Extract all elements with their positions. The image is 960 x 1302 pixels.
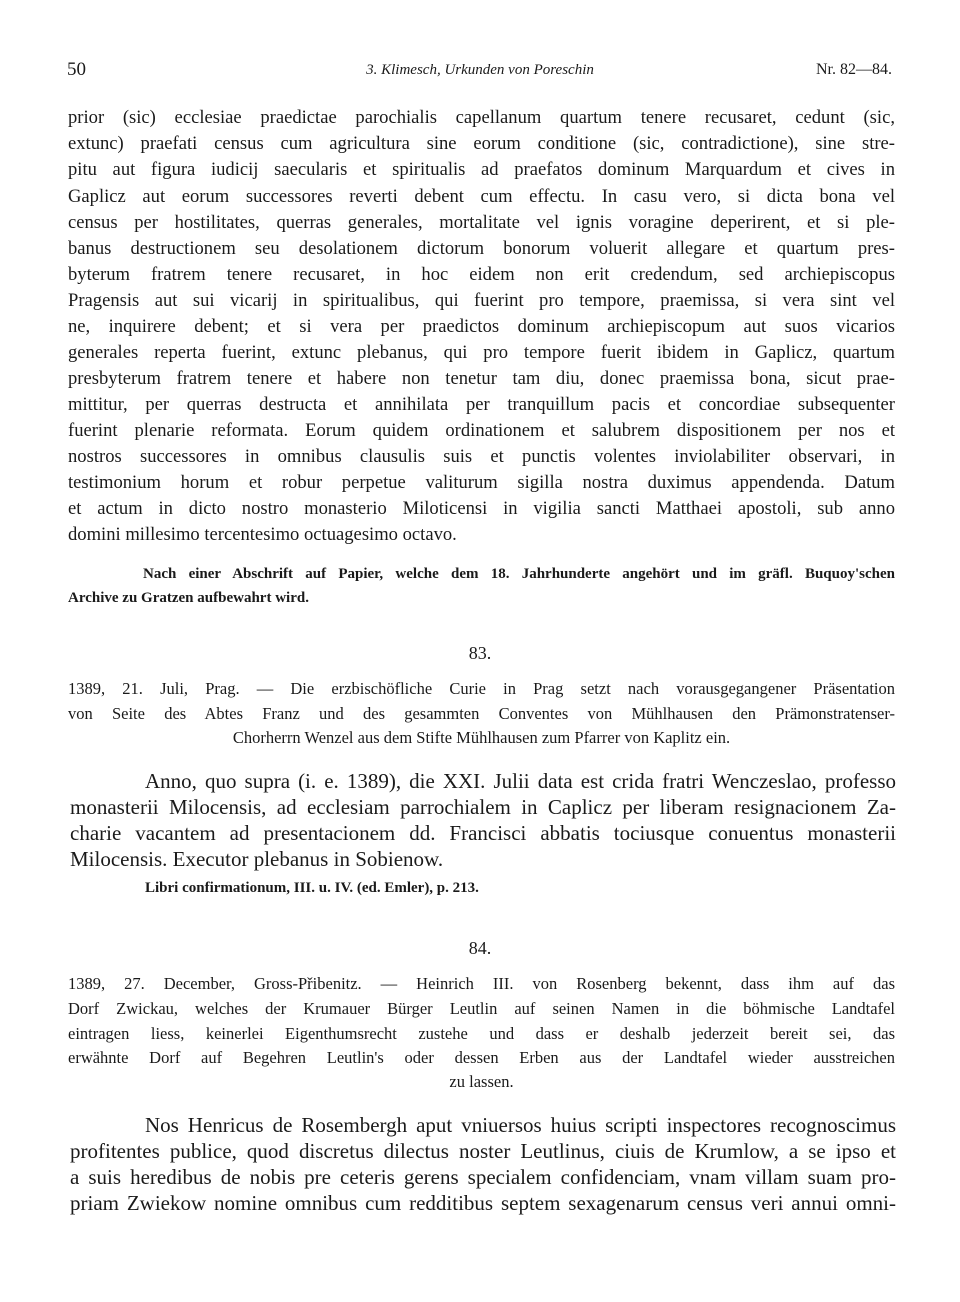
text-line: banus destructionem seu desolationem dictorum bonorum voluerit allegare et quartum pres-	[68, 238, 895, 259]
text-line: a suis heredibus de nobis pre ceteris gerens specialem confidenciam, vnam villam suam pro-	[70, 1165, 896, 1189]
regest-line: 1389, 27. December, Gross-Přibenitz. — Heinrich III. von Rosenberg bekennt, dass ihm auf das	[68, 974, 895, 993]
text-line: census per hostilitates, querras generales, mortalitate vel ignis voragine deperirent, et si ple-	[68, 212, 895, 233]
text-line: ne, inquirere debent; et si vera per praedictos dominum archiepiscopum aut suos vicarios	[68, 316, 895, 337]
text-line: profitentes publice, quod discretus dilectus noster Leutlinus, ciuis de Krumlow, a se ipso et	[70, 1139, 896, 1163]
text-line: monasterii Milocensis, ad ecclesiam parrochialem in Caplicz per liberam resignacionem Za-	[70, 795, 896, 819]
text-line: byterum fratrem tenere recusaret, in hoc eidem non erit credendum, sed archiepiscopus	[68, 264, 895, 285]
text-line: Gaplicz aut eorum successores reverti debent cum effectu. In casu vero, si dicta bona vel	[68, 186, 895, 207]
document-range: Nr. 82—84.	[816, 61, 892, 78]
text-line: prior (sic) ecclesiae praedictae parochialis capellanum quartum tenere recusaret, cedunt (sic,	[68, 107, 895, 128]
text-line: mittitur, per querras destructa et annihilata per tranquillum pacis et concordiae subsequenter	[68, 394, 895, 415]
document-number: 83.	[468, 643, 492, 663]
regest-line: Dorf Zwickau, welches der Krumauer Bürger Leutlin auf seinen Namen in die böhmische Landtafel	[68, 999, 895, 1018]
text-line: Milocensis. Executor plebanus in Sobienow.	[70, 847, 444, 871]
regest-line: zu lassen.	[449, 1072, 514, 1091]
text-line: et actum in dicto nostro monasterio Miloticensi in vigilia sancti Matthaei apostoli, sub anno	[68, 498, 895, 519]
text-line: nostros successores in omnibus clausulis suis et punctis volentes inviolabiliter observari, in	[68, 446, 895, 467]
text-line: Pragensis aut sui vicarij in spiritualibus, qui fuerint pro tempore, praemissa, si vera sint vel	[68, 290, 895, 311]
text-line: testimonium horum et robur perpetue valiturum sigilla nostra duximus appendenda. Datum	[68, 472, 895, 493]
text-line: Nos Henricus de Rosembergh aput vniuersos huius scripti inspectores recognoscimus	[145, 1113, 896, 1137]
text-line: presbyterum fratrem tenere et habere non tenetur tam diu, donec praemissa bona, sicut prae-	[68, 368, 895, 389]
text-line: priam Zwiekow nomine omnibus cum redditibus septem sexagenarum census veri annui omni-	[70, 1191, 896, 1215]
text-line: generales reperta fuerint, extunc plebanus, qui pro tempore fuerit ibidem in Gaplicz, quartum	[68, 342, 895, 363]
document-number: 84.	[468, 938, 492, 958]
regest-line: erwähnte Dorf auf Begehren Leutlin's oder dessen Erben aus der Landtafel wieder ausstreichen	[68, 1048, 895, 1067]
source-note: Nach einer Abschrift auf Papier, welche dem 18. Jahrhunderte angehört und im gräfl. Buquoy'schen	[143, 566, 895, 582]
text-line: Anno, quo supra (i. e. 1389), die XXI. Julii data est crida fratri Wenczeslao, professo	[145, 769, 896, 793]
text-line: domini millesimo tercentesimo octuagesimo octavo.	[68, 524, 457, 545]
regest-line: eintragen liess, keinerlei Eigenthumsrecht zustehe und dass er deshalb jederzeit bereit sei, das	[68, 1024, 895, 1043]
regest-line: Chorherrn Wenzel aus dem Stifte Mühlhausen zum Pfarrer von Kaplitz ein.	[232, 728, 731, 747]
page-number: 50	[67, 59, 86, 80]
running-title: 3. Klimesch, Urkunden von Poreschin	[366, 62, 594, 78]
text-line: charie vacantem ad presentacionem dd. Francisci abbatis tociusque conuentus monasterii	[70, 821, 896, 845]
text-line: fuerint plenarie reformata. Eorum quidem ordinationem et salubrem dispositionem per nos et	[68, 420, 895, 441]
text-line: extunc) praefati census cum agricultura sine eorum conditione (sic, contradictione), sine stre-	[68, 133, 895, 154]
source-note: Archive zu Gratzen aufbewahrt wird.	[68, 590, 309, 606]
text-line: pitu aut figura iudicij saecularis et spiritualis ad praefatos dominum Marquardum et cives in	[68, 159, 895, 180]
regest-line: 1389, 21. Juli, Prag. — Die erzbischöfliche Curie in Prag setzt nach vorausgegangener Präsentation	[68, 679, 895, 698]
regest-line: von Seite des Abtes Franz und des gesammten Conventes von Mühlhausen den Prämonstratenser-	[68, 704, 895, 723]
source-note: Libri confirmationum, III. u. IV. (ed. Emler), p. 213.	[145, 880, 479, 896]
